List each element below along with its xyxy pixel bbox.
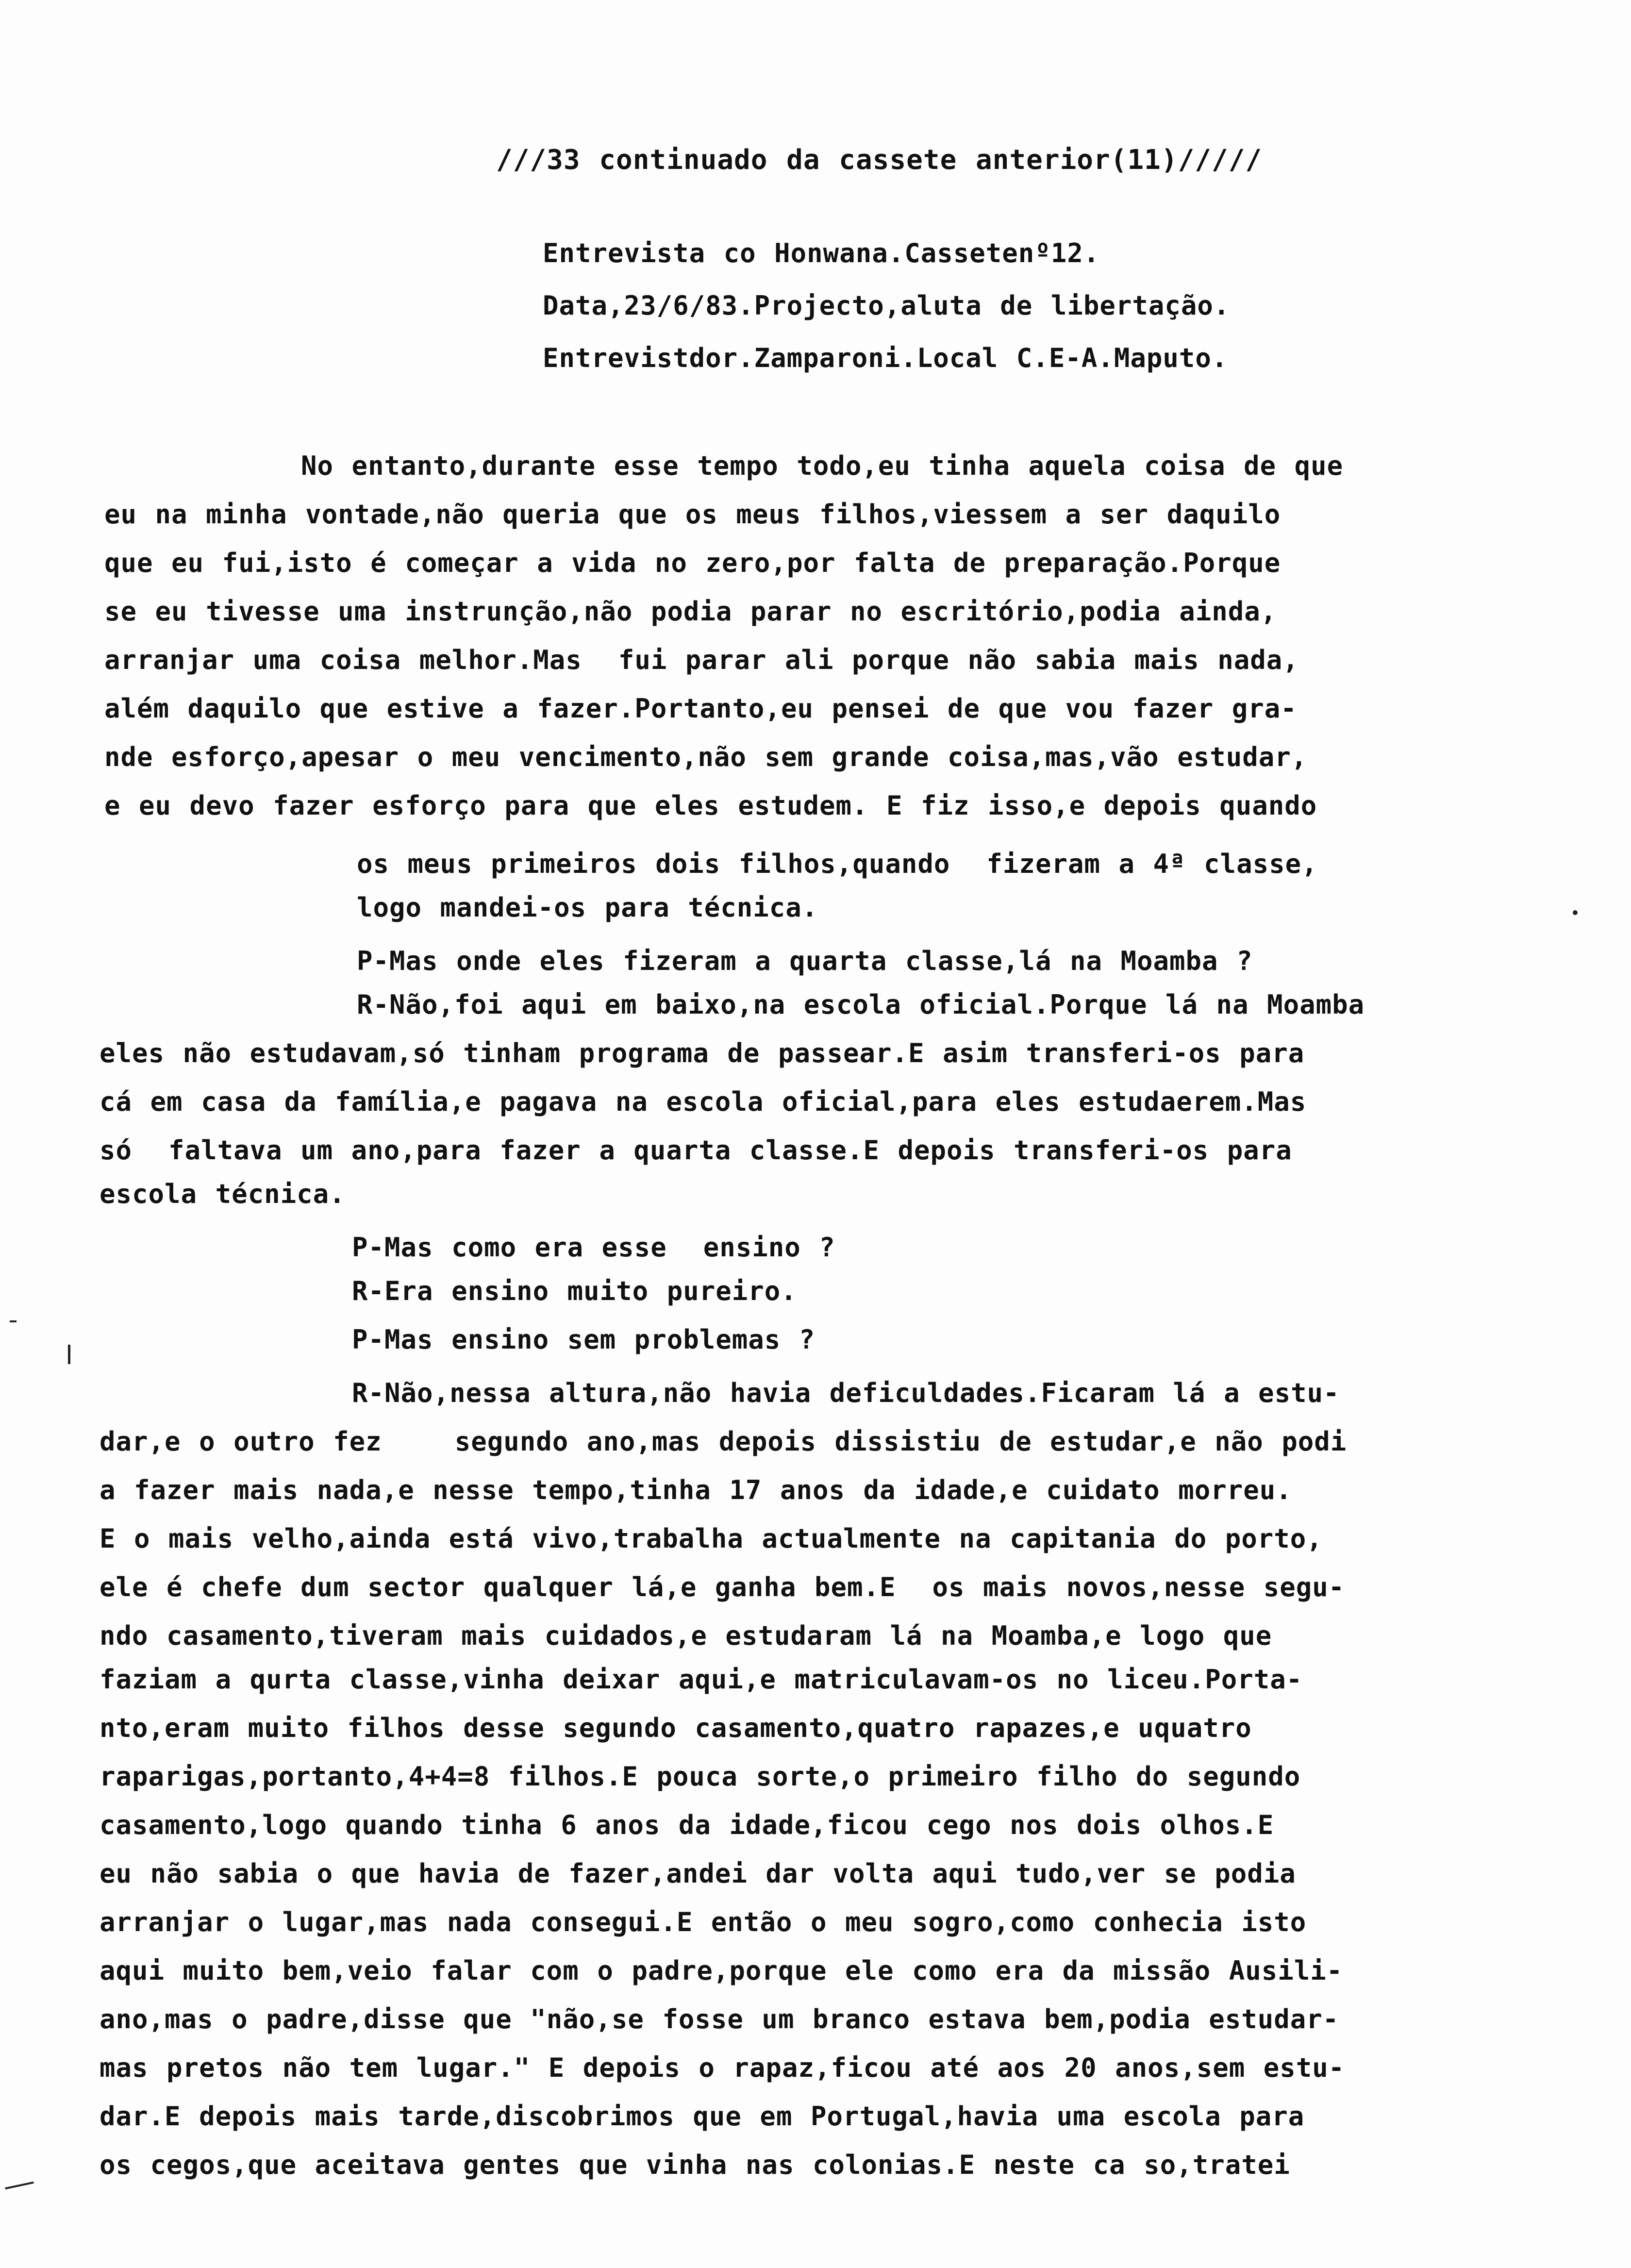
body-line: faziam a qurta classe,vinha deixar aqui,e matriculavam-os no liceu.Porta- [100, 1664, 1303, 1695]
body-line: P-Mas como era esse ensino ? [352, 1232, 835, 1263]
body-line: eu não sabia o que havia de fazer,andei dar volta aqui tudo,ver se podia [100, 1858, 1296, 1889]
body-line: logo mandei-os para técnica. [357, 892, 818, 923]
header-interviewer-line: Entrevistdor.Zamparoni.Local C.E-A.Maputo. [543, 343, 1228, 373]
body-line: a fazer mais nada,e nesse tempo,tinha 17 anos da idade,e cuidato morreu. [100, 1475, 1292, 1505]
body-line: e eu devo fazer esforço para que eles estudem. E fiz isso,e depois quando [104, 790, 1317, 821]
body-line: eu na minha vontade,não queria que os meus filhos,viessem a ser daquilo [104, 499, 1281, 530]
scan-mark [68, 1345, 70, 1364]
body-line: cá em casa da família,e pagava na escola oficial,para eles estudaerem.Mas [100, 1086, 1307, 1117]
body-line: nde esforço,apesar o meu vencimento,não sem grande coisa,mas,vão estudar, [104, 742, 1308, 772]
body-line: dar,e o outro fez segundo ano,mas depois dissistiu de estudar,e não podi [100, 1426, 1347, 1457]
body-line: escola técnica. [100, 1179, 346, 1209]
body-line: ano,mas o padre,disse que "não,se fosse um branco estava bem,podia estudar- [100, 2004, 1339, 2035]
scan-mark [10, 1320, 17, 1322]
scan-mark [5, 2182, 34, 2189]
body-line: que eu fui,isto é começar a vida no zero,por falta de preparação.Porque [104, 548, 1281, 578]
body-line: R-Não,foi aqui em baixo,na escola oficial.Porque lá na Moamba [357, 989, 1365, 1020]
body-line: arranjar uma coisa melhor.Mas fui parar ali porque não sabia mais nada, [104, 645, 1299, 675]
header-interview-line: Entrevista co Honwana.Cassetenº12. [543, 238, 1100, 268]
body-line: os cegos,que aceitava gentes que vinha nas colonias.E neste ca so,tratei [100, 2150, 1290, 2180]
body-line: dar.E depois mais tarde,discobrimos que em Portugal,havia uma escola para [100, 2101, 1305, 2132]
body-line: eles não estudavam,só tinham programa de passear.E asim transferi-os para [100, 1038, 1305, 1068]
body-line: se eu tivesse uma instrunção,não podia parar no escritório,podia ainda, [104, 596, 1277, 627]
body-line: arranjar o lugar,mas nada consegui.E então o meu sogro,como conhecia isto [100, 1907, 1307, 1937]
body-line: só faltava um ano,para fazer a quarta classe.E depois transferi-os para [100, 1135, 1292, 1166]
body-line: mas pretos não tem lugar." E depois o rapaz,ficou até aos 20 anos,sem estu- [100, 2052, 1345, 2083]
body-line: casamento,logo quando tinha 6 anos da idade,ficou cego nos dois olhos.E [100, 1810, 1274, 1840]
body-line: ele é chefe dum sector qualquer lá,e ganha bem.E os mais novos,nesse segu- [100, 1572, 1345, 1602]
body-line: nto,eram muito filhos desse segundo casamento,quatro rapazes,e uquatro [100, 1713, 1252, 1743]
body-line: os meus primeiros dois filhos,quando fizeram a 4ª classe, [357, 849, 1318, 879]
body-line: E o mais velho,ainda está vivo,trabalha actualmente na capitania do porto, [100, 1523, 1323, 1554]
body-line: No entanto,durante esse tempo todo,eu tinha aquela coisa de que [301, 450, 1344, 481]
header-date-line: Data,23/6/83.Projecto,aluta de libertação. [543, 290, 1230, 321]
body-line: além daquilo que estive a fazer.Portanto,eu pensei de que vou fazer gra- [104, 693, 1297, 724]
body-line: R-Era ensino muito pureiro. [352, 1276, 797, 1306]
body-line: ndo casamento,tiveram mais cuidados,e estudaram lá na Moamba,e logo que [100, 1620, 1272, 1651]
body-line: P-Mas onde eles fizeram a quarta classe,lá na Moamba ? [357, 946, 1253, 976]
body-line: P-Mas ensino sem problemas ? [352, 1324, 816, 1355]
body-line: R-Não,nessa altura,não havia deficuldades.Ficaram lá a estu- [352, 1378, 1340, 1408]
scan-mark [1573, 910, 1578, 915]
body-line: raparigas,portanto,4+4=8 filhos.E pouca sorte,o primeiro filho do segundo [100, 1761, 1301, 1792]
body-line: aqui muito bem,veio falar com o padre,porque ele como era da missão Ausili- [100, 1955, 1343, 1986]
document-title: ///33 continuado da cassete anterior(11)///// [496, 144, 1263, 176]
